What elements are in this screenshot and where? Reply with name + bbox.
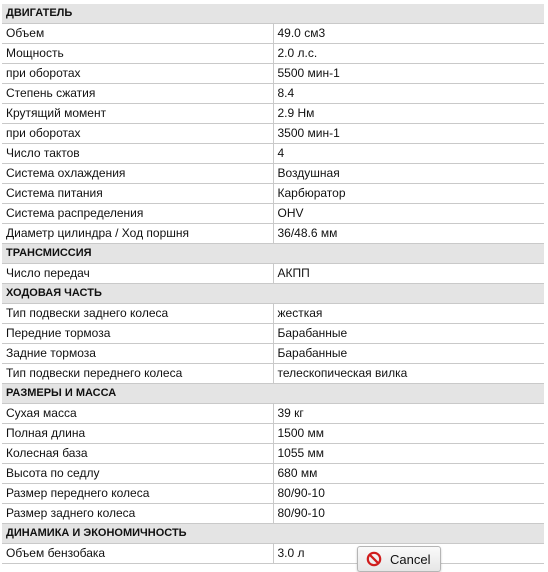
spec-param-name: Объем [2, 24, 273, 44]
section-title: ХОДОВАЯ ЧАСТЬ [2, 284, 544, 304]
spec-param-value: 4 [273, 144, 544, 164]
spec-table [2, 4, 544, 564]
section-header-row [2, 4, 544, 24]
section-header-row [2, 244, 544, 264]
spec-param-name: Число передач [2, 264, 273, 284]
spec-param-name: при оборотах [2, 124, 273, 144]
spec-param-name: Объем бензобака [2, 544, 273, 564]
spec-row [2, 84, 544, 104]
spec-row [2, 224, 544, 244]
spec-row [2, 264, 544, 284]
spec-row [2, 424, 544, 444]
spec-row [2, 164, 544, 184]
section-header-row [2, 384, 544, 404]
spec-param-value: 3.0 л [273, 544, 544, 564]
spec-row [2, 104, 544, 124]
spec-row [2, 304, 544, 324]
spec-row [2, 144, 544, 164]
spec-row [2, 364, 544, 384]
spec-table-body [2, 4, 544, 564]
spec-row [2, 184, 544, 204]
spec-row [2, 464, 544, 484]
spec-row [2, 124, 544, 144]
spec-param-value: Карбюратор [273, 184, 544, 204]
spec-param-value: Воздушная [273, 164, 544, 184]
section-header-row [2, 284, 544, 304]
spec-param-name: Размер заднего колеса [2, 504, 273, 524]
no-entry-icon [366, 551, 382, 567]
spec-row [2, 404, 544, 424]
spec-param-value: 1055 мм [273, 444, 544, 464]
section-title: ТРАНСМИССИЯ [2, 244, 544, 264]
spec-param-value: 39 кг [273, 404, 544, 424]
spec-row [2, 44, 544, 64]
section-title: РАЗМЕРЫ И МАССА [2, 384, 544, 404]
spec-param-value: АКПП [273, 264, 544, 284]
spec-param-value: 680 мм [273, 464, 544, 484]
spec-param-name: Размер переднего колеса [2, 484, 273, 504]
spec-param-name: Колесная база [2, 444, 273, 464]
spec-param-value: 2.0 л.с. [273, 44, 544, 64]
spec-param-value: 36/48.6 мм [273, 224, 544, 244]
spec-param-name: Высота по седлу [2, 464, 273, 484]
spec-param-value: OHV [273, 204, 544, 224]
spec-param-name: Передние тормоза [2, 324, 273, 344]
spec-param-name: Мощность [2, 44, 273, 64]
spec-param-value: 80/90-10 [273, 484, 544, 504]
spec-param-name: Тип подвески переднего колеса [2, 364, 273, 384]
spec-row [2, 204, 544, 224]
spec-param-value: 80/90-10 [273, 504, 544, 524]
section-title: ДИНАМИКА И ЭКОНОМИЧНОСТЬ [2, 524, 544, 544]
spec-param-value: Барабанные [273, 324, 544, 344]
spec-param-value: телескопическая вилка [273, 364, 544, 384]
spec-row [2, 484, 544, 504]
spec-param-value: 8.4 [273, 84, 544, 104]
spec-param-value: 5500 мин-1 [273, 64, 544, 84]
spec-param-name: Тип подвески заднего колеса [2, 304, 273, 324]
spec-param-name: Диаметр цилиндра / Ход поршня [2, 224, 273, 244]
spec-param-value: 3500 мин-1 [273, 124, 544, 144]
spec-param-name: Сухая масса [2, 404, 273, 424]
spec-param-name: Система питания [2, 184, 273, 204]
spec-param-name: Число тактов [2, 144, 273, 164]
spec-row [2, 344, 544, 364]
spec-param-value: жесткая [273, 304, 544, 324]
spec-param-name: Полная длина [2, 424, 273, 444]
spec-row [2, 24, 544, 44]
spec-param-name: Система распределения [2, 204, 273, 224]
section-header-row [2, 524, 544, 544]
spec-row [2, 324, 544, 344]
cancel-button-label: Cancel [390, 551, 431, 567]
spec-param-name: Система охлаждения [2, 164, 273, 184]
section-title: ДВИГАТЕЛЬ [2, 4, 544, 24]
spec-param-name: Крутящий момент [2, 104, 273, 124]
spec-param-value: 1500 мм [273, 424, 544, 444]
spec-param-name: Задние тормоза [2, 344, 273, 364]
spec-row [2, 64, 544, 84]
spec-row [2, 444, 544, 464]
cancel-button[interactable] [357, 546, 441, 572]
spec-row [2, 504, 544, 524]
spec-row [2, 544, 544, 564]
spec-param-value: 49.0 см3 [273, 24, 544, 44]
spec-param-value: 2.9 Нм [273, 104, 544, 124]
spec-param-name: Степень сжатия [2, 84, 273, 104]
spec-param-name: при оборотах [2, 64, 273, 84]
spec-param-value: Барабанные [273, 344, 544, 364]
